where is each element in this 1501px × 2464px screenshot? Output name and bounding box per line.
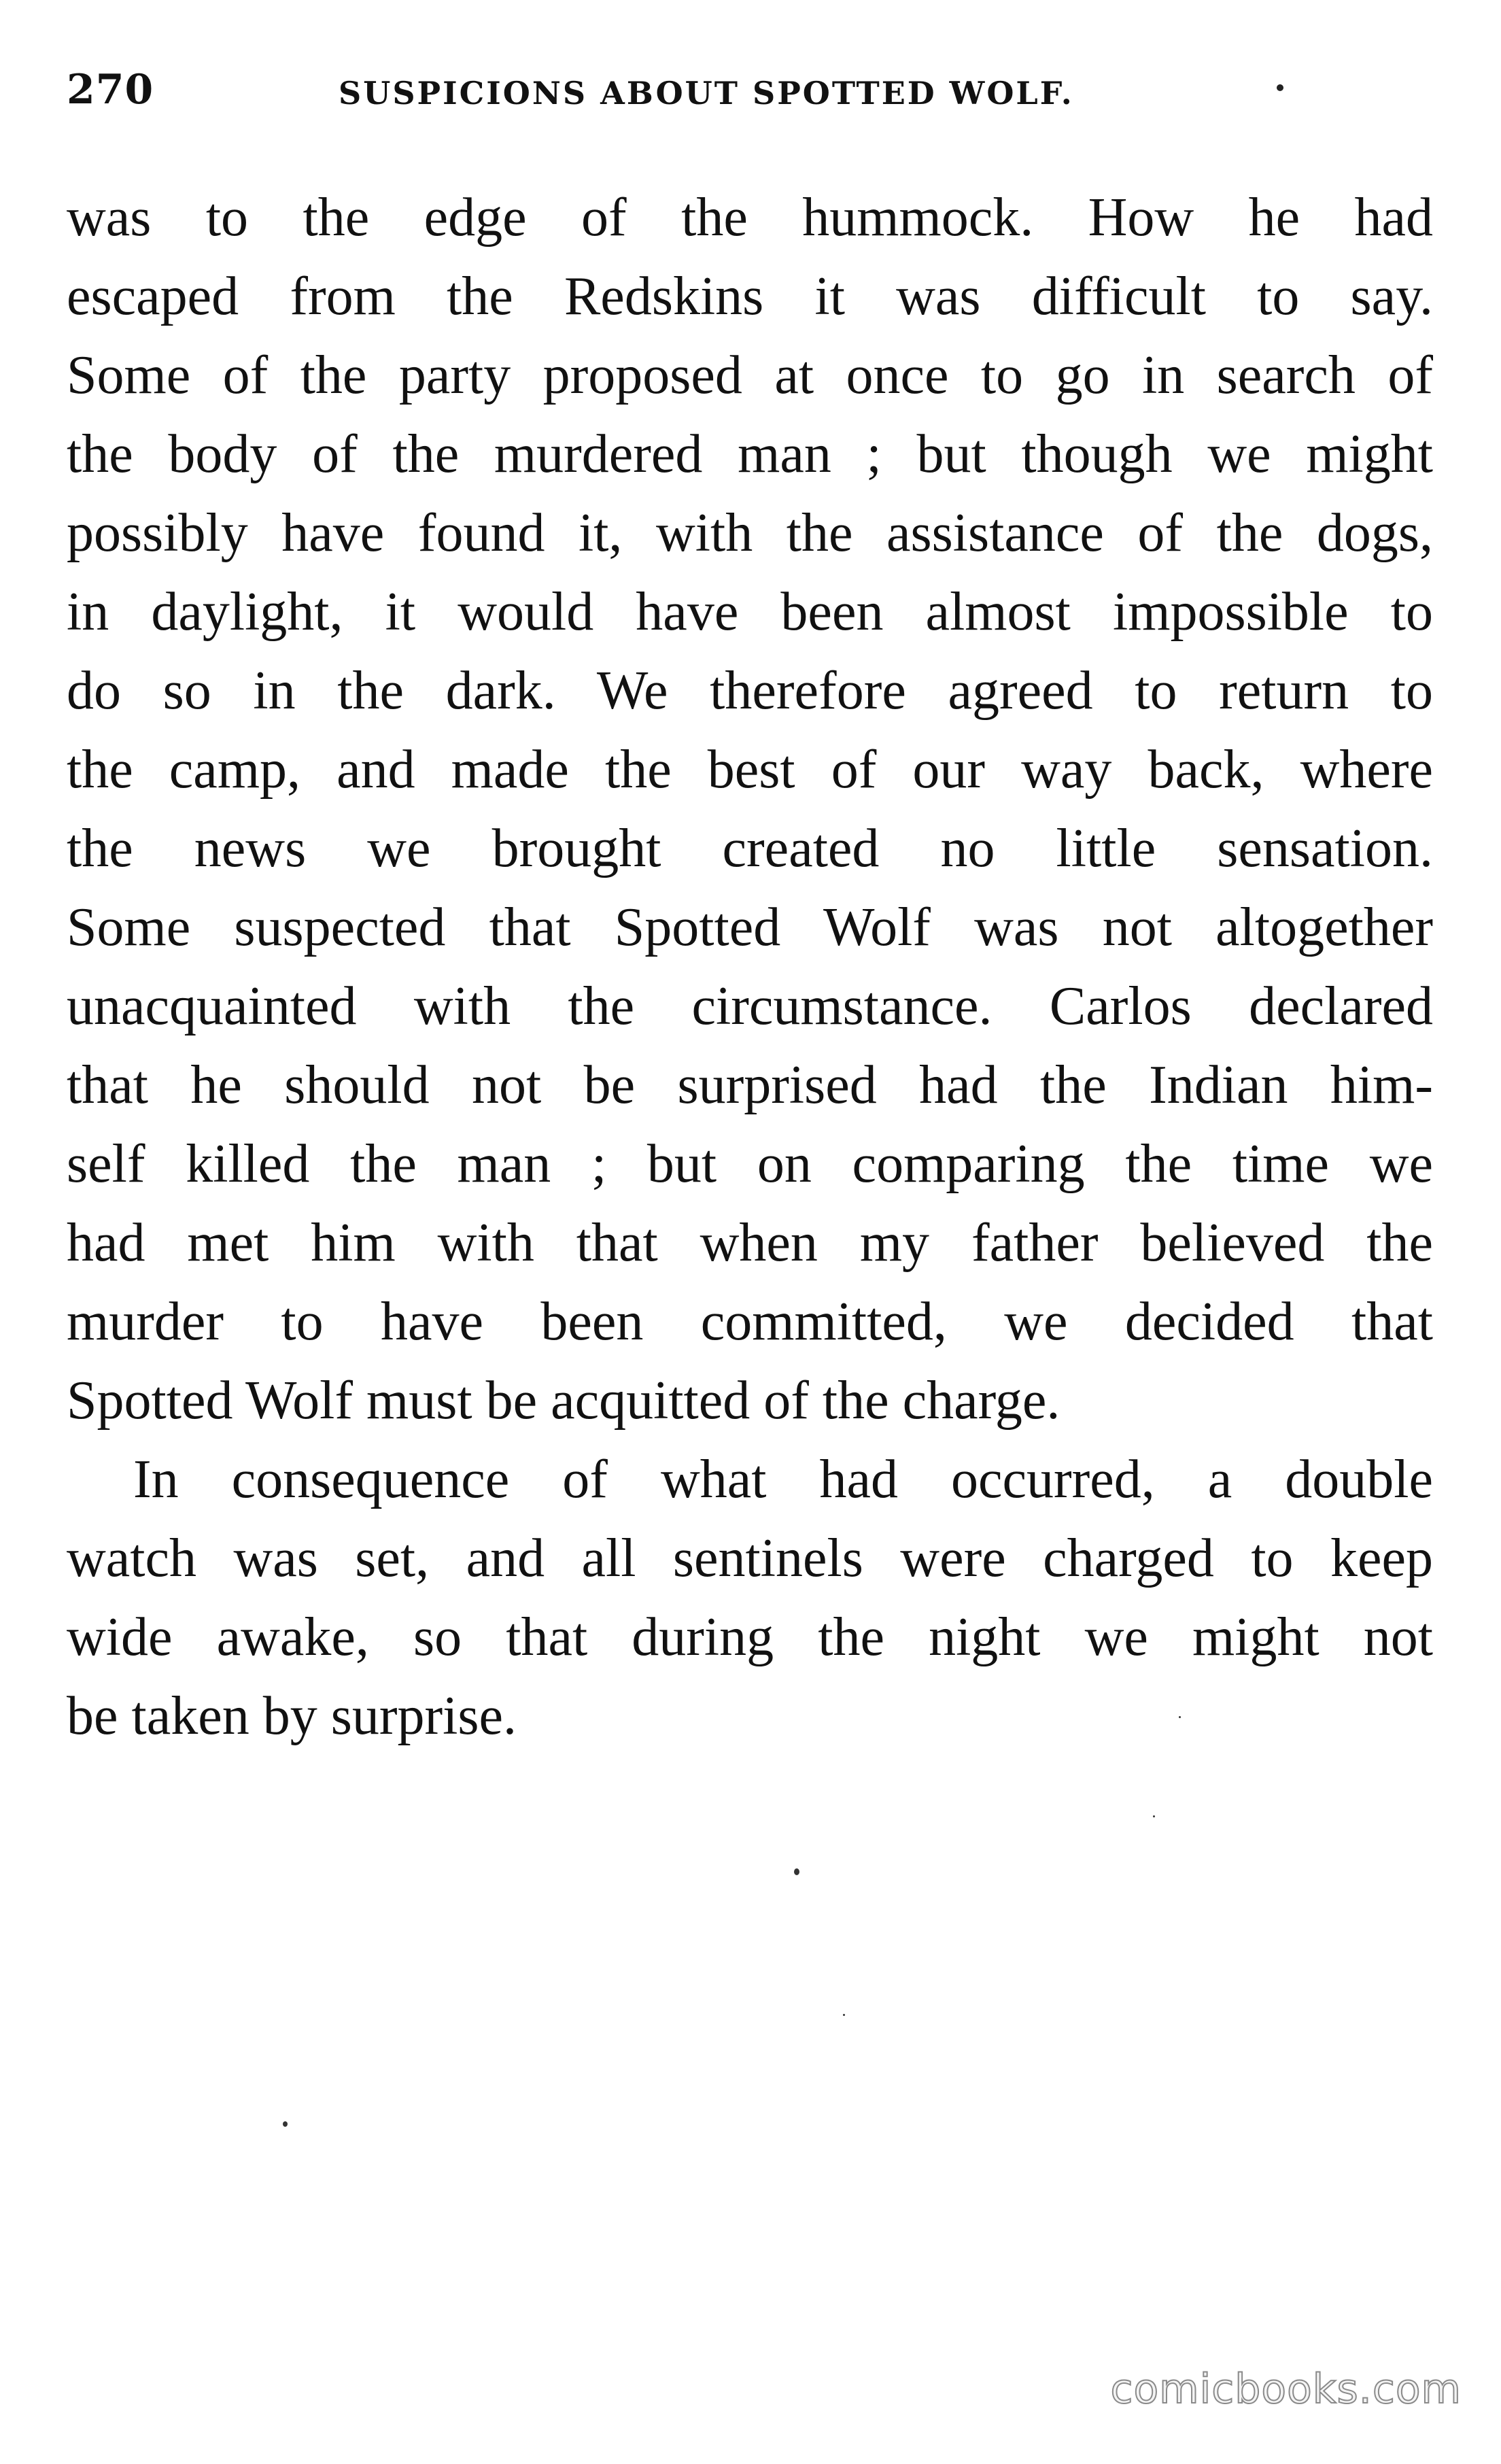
text-line: escaped from the Redskins it was difficult to say. [67, 267, 1433, 326]
text-line: possibly have found it, with the assistance of the dogs, [67, 503, 1433, 563]
text-line: that he should not be surprised had the Indian him- [67, 1055, 1433, 1115]
text-line: unacquainted with the circumstance. Carlos declared [67, 976, 1433, 1036]
print-speck [843, 2014, 845, 2016]
watermark: comicbooks.com [1110, 2365, 1462, 2413]
page-number: 270 [67, 66, 154, 114]
text-line: the camp, and made the best of our way back, where [67, 740, 1433, 800]
running-head [67, 63, 1433, 124]
text-line: Spotted Wolf must be acquitted of the charge. [67, 1371, 1060, 1431]
text-line: the body of the murdered man ; but though we might [67, 424, 1433, 484]
text-line: In consequence of what had occurred, a double [133, 1450, 1433, 1509]
print-speck [283, 2121, 288, 2127]
text-line: watch was set, and all sentinels were charged to keep [67, 1528, 1433, 1588]
running-title: SUSPICIONS ABOUT SPOTTED WOLF. [339, 75, 1074, 112]
text-line: self killed the man ; but on comparing the time we [67, 1134, 1433, 1194]
text-line: do so in the dark. We therefore agreed to return to [67, 661, 1433, 721]
text-line: the news we brought created no little sensation. [67, 819, 1433, 878]
print-speck [794, 1868, 799, 1875]
paragraph-1 [67, 178, 1433, 1440]
text-line: wide awake, so that during the night we might not [67, 1607, 1433, 1667]
text-line: was to the edge of the hummock. How he had [67, 188, 1433, 247]
print-speck [1179, 1716, 1181, 1718]
text-line: Some of the party proposed at once to go in search of [67, 345, 1433, 405]
text-line: be taken by surprise. [67, 1686, 517, 1746]
text-line: in daylight, it would have been almost impossible to [67, 582, 1433, 642]
header-dot-mark [1277, 84, 1283, 91]
text-line: had met him with that when my father believed the [67, 1213, 1433, 1273]
text-line: murder to have been committed, we decided that [67, 1292, 1433, 1352]
paragraph-2 [67, 1440, 1433, 1756]
text-line: Some suspected that Spotted Wolf was not altogether [67, 897, 1433, 957]
print-speck [1153, 1815, 1155, 1817]
body-text [67, 178, 1433, 1756]
